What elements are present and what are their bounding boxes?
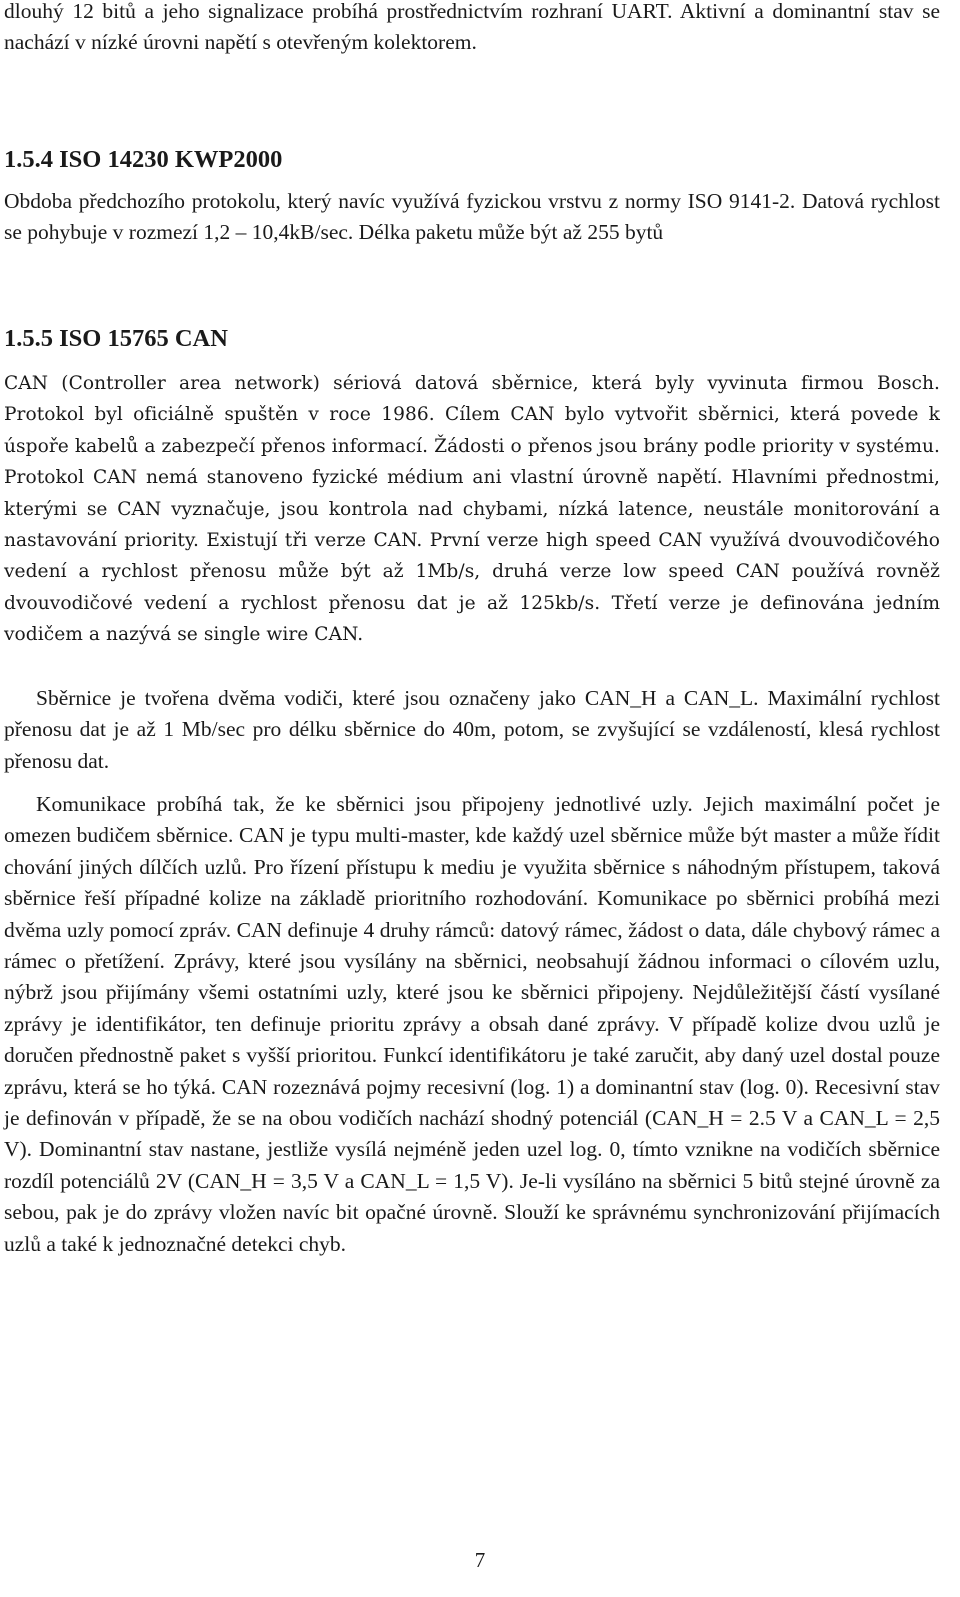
section-heading-can: 1.5.5 ISO 15765 CAN	[4, 325, 228, 352]
section-paragraph-can-communication: Komunikace probíhá tak, že ke sběrnici jsou připojeny jednotlivé uzly. Jejich maximální počet je omezen budičem sběrnice. CAN je typu multi-master, kde každý uzel sběrnice může být master a může řídit chování jiných dílčích uzlů. Pro řízení přístupu k mediu je využita sběrnice s náhodným přístupem, taková sběrnice řeší případné kolize na základě prioritního rozhodování. Komunikace po sběrnici probíhá mezi dvěma uzly pomocí zpráv. CAN definuje 4 druhy rámců: datový rámec, žádost o data, dále chybový rámec a rámec o přetížení. Zprávy, které jsou vysílány na sběrnici, neobsahují žádnou informaci o cílovém uzlu, nýbrž jsou přijímány všemi ostatními uzly, které jsou ke sběrnici připojeny. Nejdůležitější částí vysílané zprávy je identifikátor, ten definuje prioritu zprávy a obsah dané zprávy. V případě kolize dvou uzlů je doručen přednostně paket s vyšší prioritou. Funkcí identifikátoru je také zaručit, aby daný uzel dostal pouze zprávu, která se ho týká. CAN rozeznává pojmy recesivní (log. 1) a dominantní stav (log. 0). Recesivní stav je definován v případě, že se na obou vodičích nachází shodný potenciál (CAN_H = 2.5 V a CAN_L = 2,5 V). Dominantní stav nastane, jestliže vysílá nejméně jeden uzel log. 0, tímto vznikne na vodičích sběrnice rozdíl potenciálů 2V (CAN_H = 3,5 V a CAN_L = 1,5 V). Je-li vysíláno na sběrnici 5 bitů stejné úrovně za sebou, pak je do zprávy vložen navíc bit opačné úrovně. Slouží ke správnému synchronizování přijímacích uzlů a také k jednoznačné detekci chyb.	[4, 792, 940, 1256]
section-paragraph-can-intro: CAN (Controller area network) sériová datová sběrnice, která byly vyvinuta firmou Bosch. Protokol byl oficiálně spuštěn v roce 1986. Cílem CAN bylo vytvořit sběrnici, která povede k úspoře kabelů a zabezpečí přenos informací. Žádosti o přenos jsou brány podle priority v systému. Protokol CAN nemá stanoveno fyzické médium ani vlastní úrovně napětí. Hlavními přednostmi, kterými se CAN vyznačuje, jsou kontrola nad chybami, nízká latence, neustále monitorování a nastavování priority. Existují tři verze CAN. První verze high speed CAN využívá dvouvodičového vedení a rychlost přenosu může být až 1Mb/s, druhá verze low speed CAN používá rovněž dvouvodičové vedení a rychlost přenosu dat je až 125kb/s. Třetí verze je definována jedním vodičem a nazývá se single wire CAN.	[4, 373, 940, 646]
section-paragraph-can-bus-wires: Sběrnice je tvořena dvěma vodiči, které jsou označeny jako CAN_H a CAN_L. Maximální rychlost přenosu dat je až 1 Mb/sec pro délku sběrnice do 40m, potom, se zvyšující se vzdáleností, klesá rychlost přenosu dat.	[4, 686, 940, 773]
page-number: 7	[474, 1548, 486, 1572]
section-paragraph-kwp2000: Obdoba předchozího protokolu, který navíc využívá fyzickou vrstvu z normy ISO 9141-2. Datová rychlost se pohybuje v rozmezí 1,2 – 10,4kB/sec. Délka paketu může být až 255 bytů	[4, 189, 940, 245]
section-heading-kwp2000: 1.5.4 ISO 14230 KWP2000	[4, 146, 283, 173]
intro-paragraph: dlouhý 12 bitů a jeho signalizace probíhá prostřednictvím rozhraní UART. Aktivní a dominantní stav se nachází v nízké úrovni napětí s otevřeným kolektorem.	[4, 0, 940, 55]
